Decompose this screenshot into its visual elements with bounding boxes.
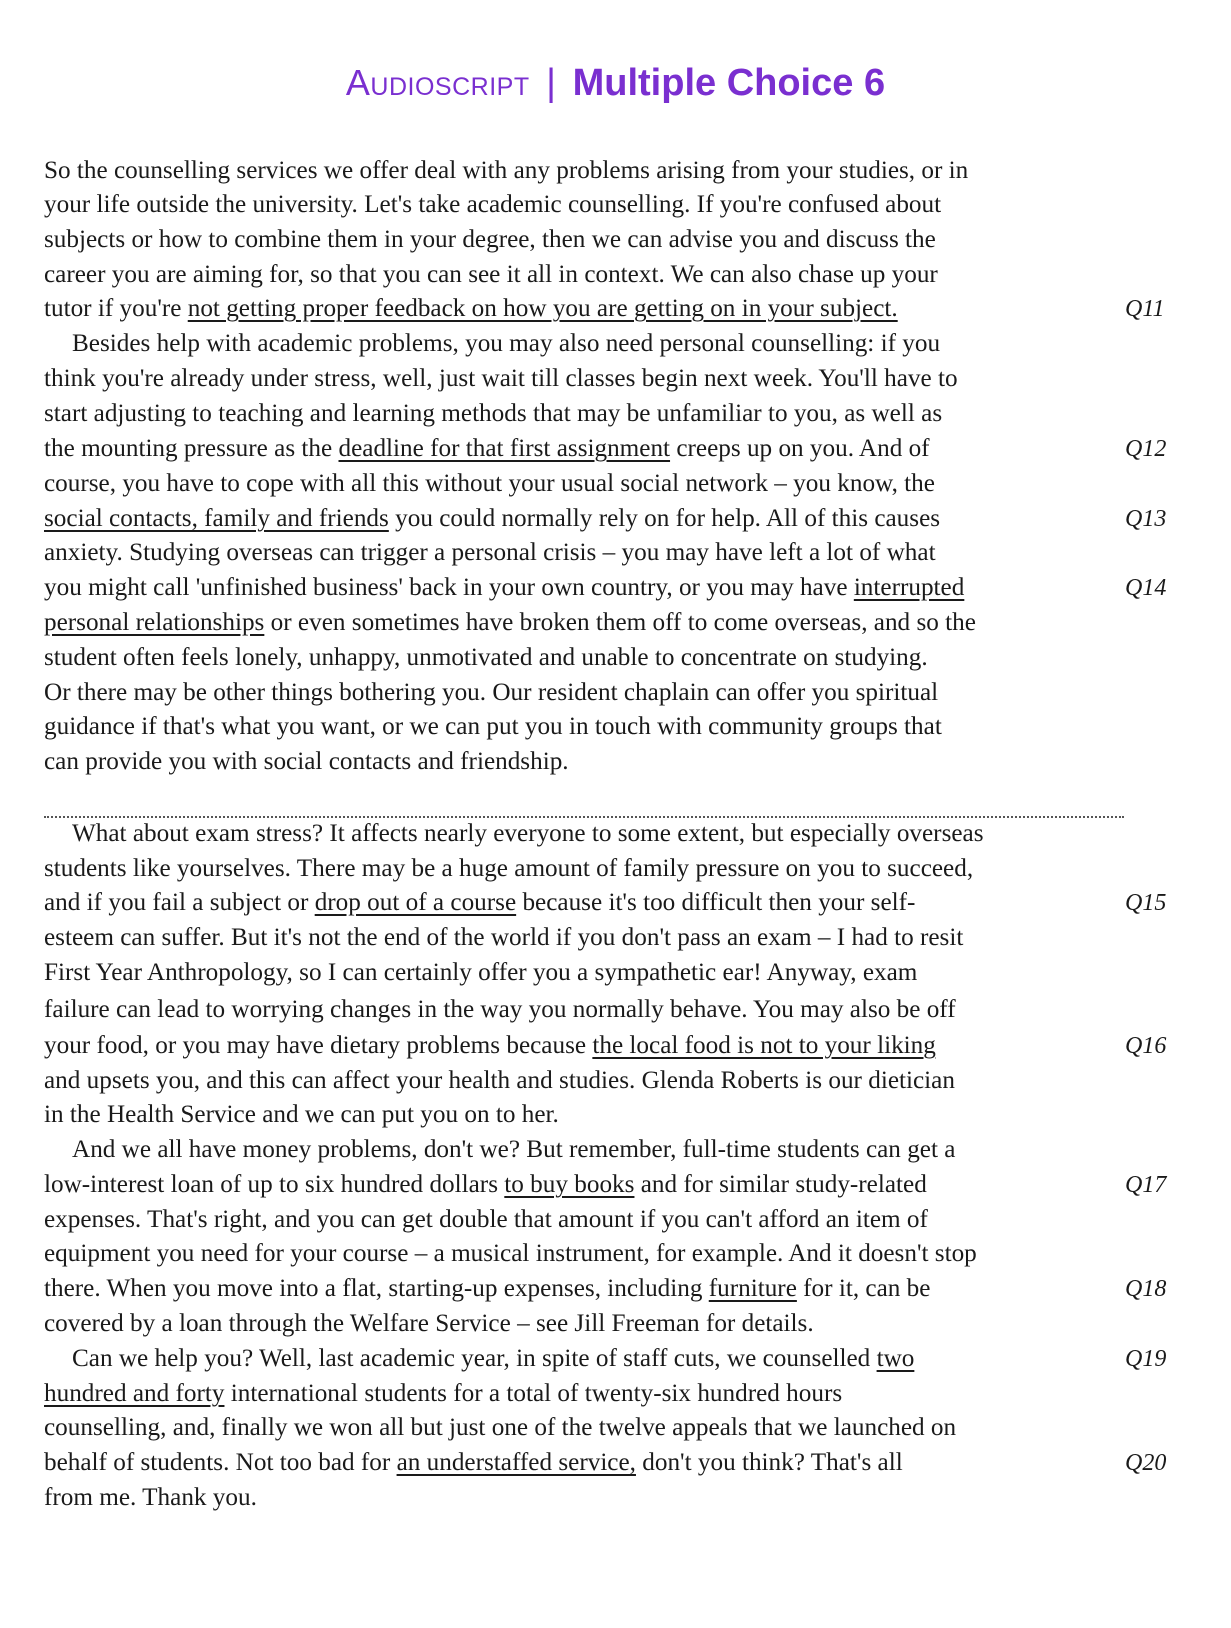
text-line: First Year Anthropology, so I can certainly offer you a sympathetic ear! Anyway, exam [44,959,918,986]
text-line: personal relationships or even sometimes have broken them off to come overseas, and so the [44,609,976,636]
question-marker-q14: Q14 [1125,575,1167,601]
answer-underline-q16: the local food is not to your liking [592,1032,936,1059]
text-line: can provide you with social contacts and friendship. [44,748,569,775]
answer-underline-q12: deadline for that first assignment [338,435,671,462]
text-line: Or there may be other things bothering you. Our resident chaplain can offer you spiritual [44,679,939,706]
page-title [0,58,1231,108]
text-line: subjects or how to combine them in your degree, then we can advise you and discuss the [44,226,936,253]
text-line: and upsets you, and this can affect your health and studies. Glenda Roberts is our dietician [44,1067,955,1094]
text-line: behalf of students. Not too bad for an understaffed service, don't you think? That's all [44,1449,903,1476]
title-multiple-choice: Multiple Choice 6 [572,62,886,104]
answer-underline-q11: not getting proper feedback on how you are getting on in your subject. [187,295,898,322]
question-marker-q13: Q13 [1125,506,1167,532]
question-marker-q20: Q20 [1125,1450,1167,1476]
text-line: your food, or you may have dietary problems because the local food is not to your liking [44,1032,936,1059]
title-audioscript: Audioscript [345,62,530,103]
answer-underline-q14: interrupted [853,574,965,601]
question-marker-q19: Q19 [1125,1346,1167,1372]
text-line: equipment you need for your course – a musical instrument, for example. And it doesn't stop [44,1240,977,1267]
question-marker-q11: Q11 [1125,296,1165,322]
answer-underline-q14-cont: personal relationships [44,609,265,636]
question-marker-q17: Q17 [1125,1172,1167,1198]
text-line: Can we help you? Well, last academic year, in spite of staff cuts, we counselled two [72,1345,915,1372]
text-line: course, you have to cope with all this without your usual social network – you know, the [44,470,935,497]
question-marker-q12: Q12 [1125,436,1167,462]
text-line: covered by a loan through the Welfare Service – see Jill Freeman for details. [44,1310,814,1337]
text-line: from me. Thank you. [44,1484,257,1511]
text-line: guidance if that's what you want, or we can put you in touch with community groups that [44,713,942,740]
answer-underline-q19-cont: hundred and forty [44,1380,225,1407]
question-marker-q15: Q15 [1125,890,1167,916]
text-line: student often feels lonely, unhappy, unmotivated and unable to concentrate on studying. [44,644,928,671]
answer-underline-q15: drop out of a course [314,889,517,916]
text-line: start adjusting to teaching and learning methods that may be unfamiliar to you, as well as [44,400,943,427]
question-marker-q16: Q16 [1125,1033,1167,1059]
answer-underline-q13: social contacts, family and friends [44,505,389,532]
text-line: you might call 'unfinished business' back in your own country, or you may have interrupted [44,574,965,601]
text-line: the mounting pressure as the deadline for that first assignment creeps up on you. And of [44,435,930,462]
text-line: tutor if you're not getting proper feedback on how you are getting on in your subject. [44,295,898,322]
text-line: hundred and forty international students for a total of twenty-six hundred hours [44,1380,843,1407]
text-line: expenses. That's right, and you can get double that amount if you can't afford an item of [44,1206,928,1233]
text-line: low-interest loan of up to six hundred dollars to buy books and for similar study-related [44,1171,927,1198]
title-separator: | [546,62,557,104]
text-line: counselling, and, finally we won all but just one of the twelve appeals that we launched on [44,1414,957,1441]
text-line: career you are aiming for, so that you can see it all in context. We can also chase up your [44,261,938,288]
answer-underline-q17: to buy books [504,1171,635,1198]
question-marker-q18: Q18 [1125,1276,1167,1302]
text-line: failure can lead to worrying changes in the way you normally behave. You may also be off [44,996,956,1023]
text-line: Besides help with academic problems, you may also need personal counselling: if you [72,330,941,357]
text-line: And we all have money problems, don't we? But remember, full-time students can get a [72,1136,956,1163]
text-line: esteem can suffer. But it's not the end of the world if you don't pass an exam – I had to resit [44,924,964,951]
text-line: anxiety. Studying overseas can trigger a personal crisis – you may have left a lot of what [44,539,936,566]
text-line: and if you fail a subject or drop out of a course because it's too difficult then your self- [44,889,916,916]
text-line: in the Health Service and we can put you on to her. [44,1101,559,1128]
text-line: So the counselling services we offer deal with any problems arising from your studies, or in [44,157,969,184]
answer-underline-q20: an understaffed service, [396,1449,636,1476]
answer-underline-q18: furniture [708,1275,797,1302]
text-line: there. When you move into a flat, starting-up expenses, including furniture for it, can be [44,1275,931,1302]
text-line: your life outside the university. Let's take academic counselling. If you're confused about [44,191,942,218]
text-line: What about exam stress? It affects nearly everyone to some extent, but especially overseas [72,820,984,847]
text-line: students like yourselves. There may be a huge amount of family pressure on you to succeed, [44,855,974,882]
answer-underline-q19: two [876,1345,915,1372]
text-line: think you're already under stress, well, just wait till classes begin next week. You'll have to [44,365,958,392]
text-line: social contacts, family and friends you could normally rely on for help. All of this causes [44,505,941,532]
